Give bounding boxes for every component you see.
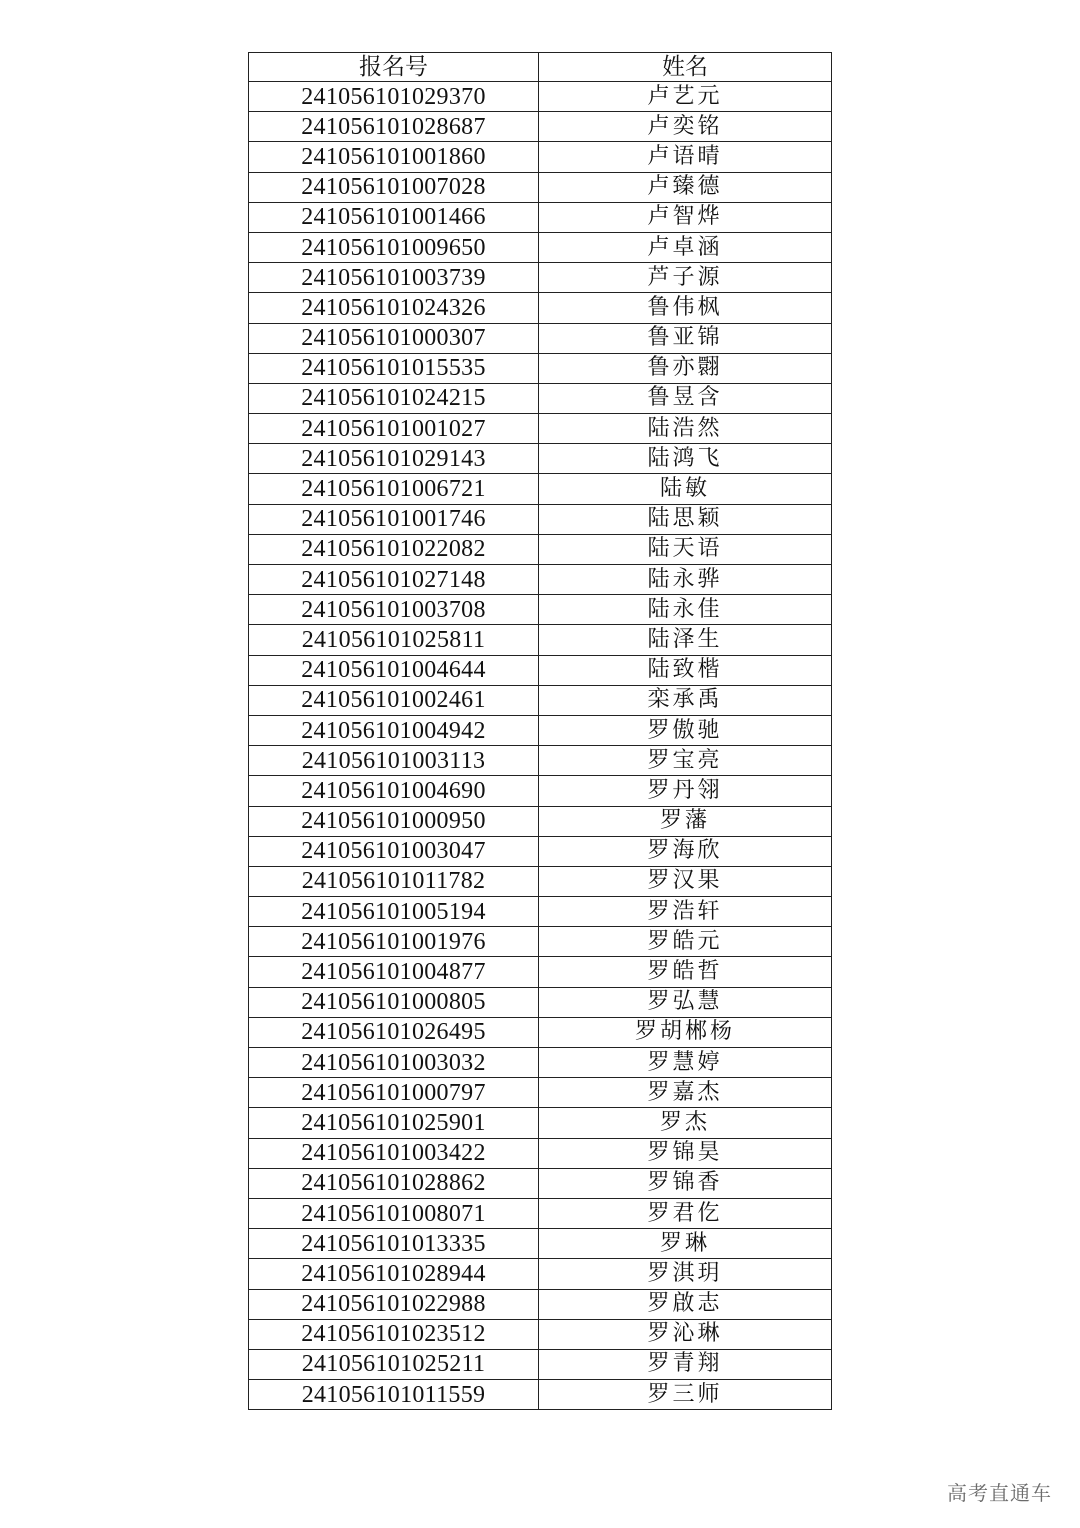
table-row	[249, 353, 832, 383]
registration-number-cell: 241056101028944	[249, 1259, 539, 1289]
table-row	[249, 1048, 832, 1078]
student-name-cell: 卢卓涵	[539, 232, 832, 262]
table-row	[249, 715, 832, 745]
registration-number-cell: 241056101006721	[249, 474, 539, 504]
registration-number-cell: 241056101025901	[249, 1108, 539, 1138]
table-row	[249, 263, 832, 293]
registration-number-cell: 241056101001976	[249, 927, 539, 957]
student-name-cell: 陆天语	[539, 534, 832, 564]
registration-number-cell: 241056101015535	[249, 353, 539, 383]
student-name-cell: 卢艺元	[539, 82, 832, 112]
table-row	[249, 565, 832, 595]
student-name-cell: 罗琳	[539, 1229, 832, 1259]
table-row	[249, 1017, 832, 1047]
student-name-cell: 鲁伟枫	[539, 293, 832, 323]
registration-number-cell: 241056101028687	[249, 112, 539, 142]
table-row	[249, 444, 832, 474]
table-row	[249, 1380, 832, 1410]
header-registration-number: 报名号	[249, 53, 539, 82]
registration-number-cell: 241056101003047	[249, 836, 539, 866]
student-name-cell: 卢臻德	[539, 172, 832, 202]
student-name-cell: 卢语晴	[539, 142, 832, 172]
student-name-cell: 罗啟志	[539, 1289, 832, 1319]
table-row	[249, 142, 832, 172]
table-row	[249, 1138, 832, 1168]
registration-number-cell: 241056101027148	[249, 565, 539, 595]
registration-number-cell: 241056101004942	[249, 715, 539, 745]
registration-number-cell: 241056101001466	[249, 202, 539, 232]
student-name-cell: 罗皓元	[539, 927, 832, 957]
student-name-cell: 卢智烨	[539, 202, 832, 232]
student-name-cell: 罗嘉杰	[539, 1078, 832, 1108]
registration-number-cell: 241056101007028	[249, 172, 539, 202]
student-name-cell: 罗海欣	[539, 836, 832, 866]
registration-number-cell: 241056101004877	[249, 957, 539, 987]
table-row	[249, 172, 832, 202]
table-row	[249, 293, 832, 323]
student-name-cell: 罗傲驰	[539, 715, 832, 745]
table-row	[249, 383, 832, 413]
table-row	[249, 776, 832, 806]
registration-number-cell: 241056101001746	[249, 504, 539, 534]
table-row	[249, 625, 832, 655]
table-row	[249, 595, 832, 625]
registration-number-cell: 241056101003739	[249, 263, 539, 293]
table-row	[249, 1289, 832, 1319]
student-name-cell: 罗杰	[539, 1108, 832, 1138]
student-name-cell: 罗三师	[539, 1380, 832, 1410]
registration-number-cell: 241056101000307	[249, 323, 539, 353]
registration-number-cell: 241056101029143	[249, 444, 539, 474]
student-name-cell: 罗胡郴杨	[539, 1017, 832, 1047]
registration-number-cell: 241056101002461	[249, 685, 539, 715]
registration-number-cell: 241056101003032	[249, 1048, 539, 1078]
student-name-cell: 罗弘慧	[539, 987, 832, 1017]
registration-number-cell: 241056101003422	[249, 1138, 539, 1168]
table-row	[249, 112, 832, 142]
student-name-cell: 陆鸿飞	[539, 444, 832, 474]
registration-number-cell: 241056101009650	[249, 232, 539, 262]
table-row	[249, 746, 832, 776]
table-row	[249, 1078, 832, 1108]
student-name-cell: 陆浩然	[539, 414, 832, 444]
roster-table	[248, 52, 832, 1410]
registration-number-cell: 241056101001860	[249, 142, 539, 172]
student-name-cell: 罗藩	[539, 806, 832, 836]
table-row	[249, 1319, 832, 1349]
header-name: 姓名	[539, 53, 832, 82]
table-row	[249, 1349, 832, 1379]
student-name-cell: 罗锦昊	[539, 1138, 832, 1168]
registration-number-cell: 241056101011559	[249, 1380, 539, 1410]
student-name-cell: 罗君仡	[539, 1198, 832, 1228]
table-row	[249, 685, 832, 715]
student-name-cell: 陆思颖	[539, 504, 832, 534]
student-name-cell: 卢奕铭	[539, 112, 832, 142]
table-row	[249, 897, 832, 927]
student-name-cell: 陆永骅	[539, 565, 832, 595]
table-row	[249, 927, 832, 957]
table-row	[249, 82, 832, 112]
registration-number-cell: 241056101011782	[249, 866, 539, 896]
registration-number-cell: 241056101000950	[249, 806, 539, 836]
table-row	[249, 1229, 832, 1259]
registration-number-cell: 241056101024215	[249, 383, 539, 413]
registration-number-cell: 241056101005194	[249, 897, 539, 927]
table-row	[249, 414, 832, 444]
table-row	[249, 1108, 832, 1138]
registration-number-cell: 241056101023512	[249, 1319, 539, 1349]
registration-number-cell: 241056101000805	[249, 987, 539, 1017]
student-name-cell: 陆致楷	[539, 655, 832, 685]
student-name-cell: 鲁亦翾	[539, 353, 832, 383]
student-name-cell: 罗淇玥	[539, 1259, 832, 1289]
registration-number-cell: 241056101025211	[249, 1349, 539, 1379]
table-row	[249, 836, 832, 866]
registration-number-cell: 241056101013335	[249, 1229, 539, 1259]
student-name-cell: 陆泽生	[539, 625, 832, 655]
student-name-cell: 陆永佳	[539, 595, 832, 625]
table-row	[249, 655, 832, 685]
table-body	[249, 82, 832, 1410]
table-row	[249, 957, 832, 987]
table-row	[249, 806, 832, 836]
student-name-cell: 鲁昱含	[539, 383, 832, 413]
registration-number-cell: 241056101000797	[249, 1078, 539, 1108]
watermark-text: 高考直通车	[947, 1481, 1052, 1505]
student-name-cell: 罗慧婷	[539, 1048, 832, 1078]
table-row	[249, 323, 832, 353]
registration-number-cell: 241056101022988	[249, 1289, 539, 1319]
student-name-cell: 罗皓哲	[539, 957, 832, 987]
registration-number-cell: 241056101028862	[249, 1168, 539, 1198]
table-row	[249, 1259, 832, 1289]
student-name-cell: 罗锦香	[539, 1168, 832, 1198]
table-row	[249, 987, 832, 1017]
registration-number-cell: 241056101029370	[249, 82, 539, 112]
student-name-cell: 罗沁琳	[539, 1319, 832, 1349]
table-row	[249, 504, 832, 534]
registration-number-cell: 241056101022082	[249, 534, 539, 564]
registration-number-cell: 241056101001027	[249, 414, 539, 444]
registration-number-cell: 241056101004644	[249, 655, 539, 685]
registration-number-cell: 241056101003113	[249, 746, 539, 776]
table-row	[249, 534, 832, 564]
table-row	[249, 202, 832, 232]
student-name-cell: 罗青翔	[539, 1349, 832, 1379]
student-name-cell: 罗浩轩	[539, 897, 832, 927]
registration-number-cell: 241056101008071	[249, 1198, 539, 1228]
student-name-cell: 鲁亚锦	[539, 323, 832, 353]
student-name-cell: 罗汉果	[539, 866, 832, 896]
registration-number-cell: 241056101026495	[249, 1017, 539, 1047]
table-header-row	[249, 53, 832, 82]
student-name-cell: 罗宝亮	[539, 746, 832, 776]
table-row	[249, 1198, 832, 1228]
registration-number-cell: 241056101025811	[249, 625, 539, 655]
registration-number-cell: 241056101003708	[249, 595, 539, 625]
registration-number-cell: 241056101004690	[249, 776, 539, 806]
table-row	[249, 232, 832, 262]
student-name-cell: 芦子源	[539, 263, 832, 293]
registration-number-cell: 241056101024326	[249, 293, 539, 323]
student-name-cell: 罗丹翎	[539, 776, 832, 806]
student-name-cell: 栾承禹	[539, 685, 832, 715]
student-name-cell: 陆敏	[539, 474, 832, 504]
table-row	[249, 866, 832, 896]
table-row	[249, 474, 832, 504]
table-row	[249, 1168, 832, 1198]
